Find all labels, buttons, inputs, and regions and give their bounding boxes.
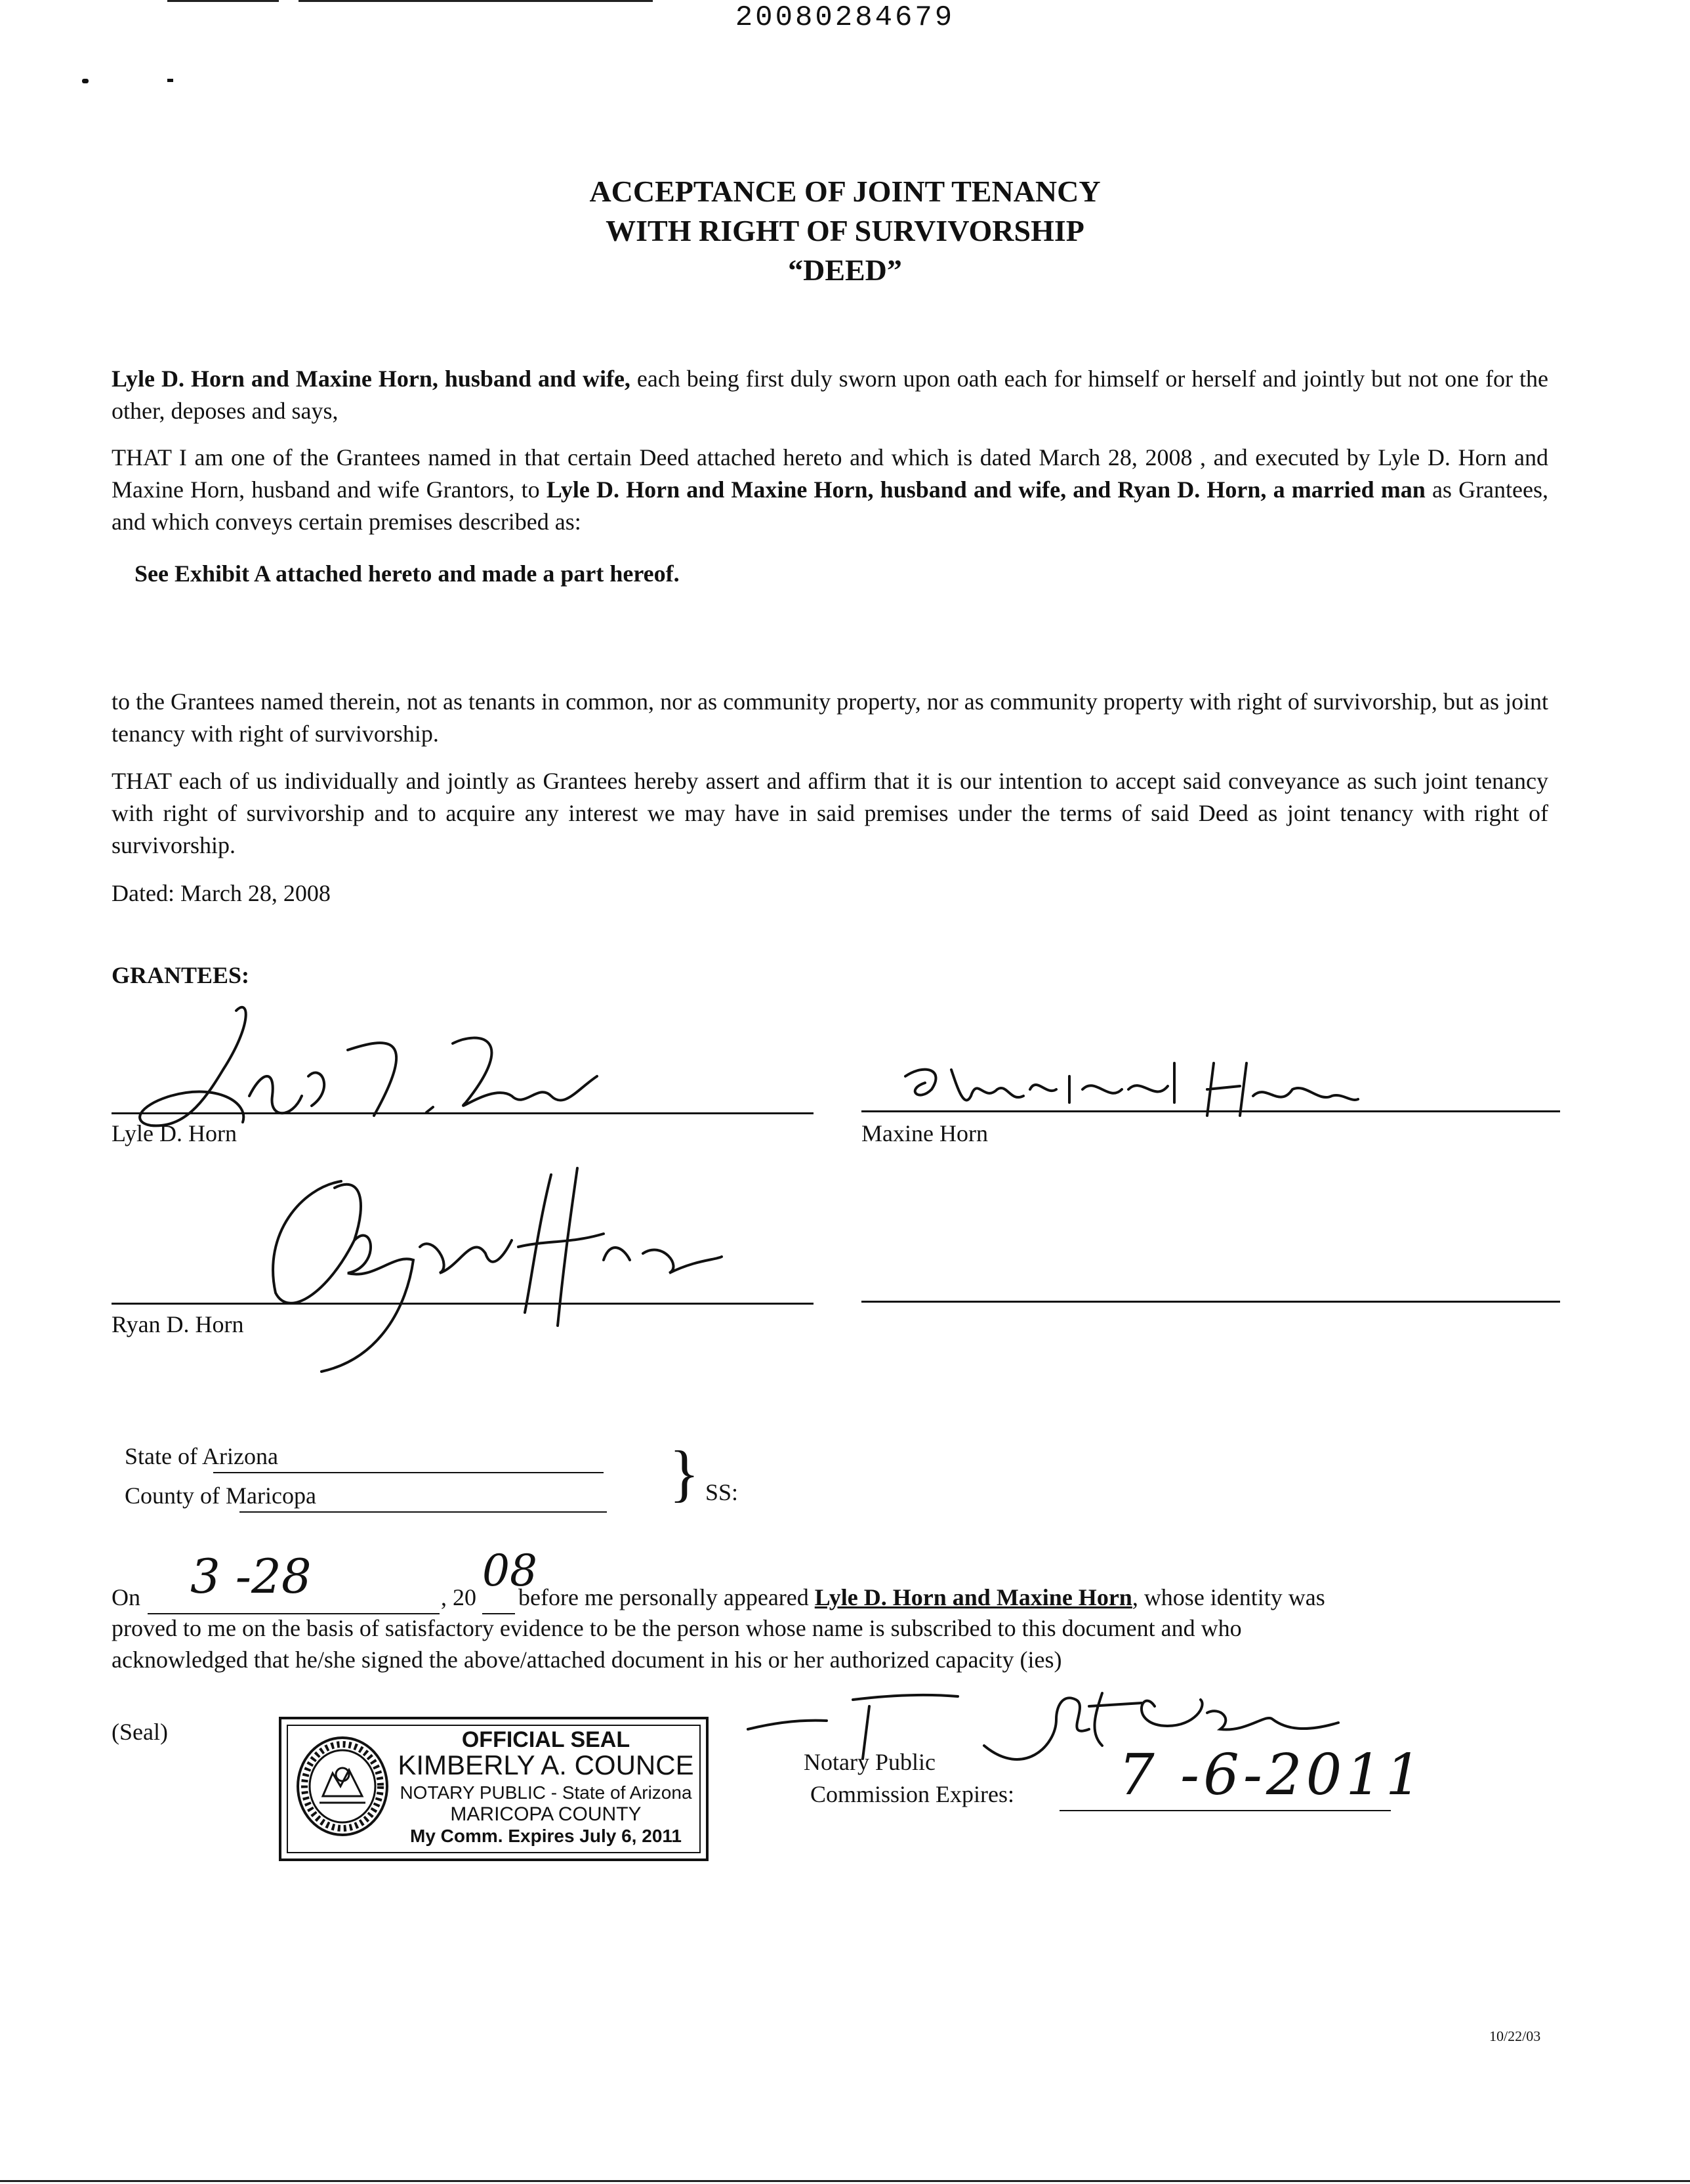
ss-label: SS: [705, 1479, 739, 1505]
document-number: 20080284679 [735, 1, 955, 34]
grantor-names: Lyle D. Horn and Maxine Horn, husband and wife, [112, 366, 630, 392]
stamp-line-4: MARICOPA COUNTY [450, 1803, 642, 1825]
stamp-line-5: My Comm. Expires July 6, 2011 [410, 1826, 682, 1846]
county-underline [239, 1511, 607, 1513]
notary-public-label: Notary Public [804, 1749, 936, 1775]
century-prefix: , 20 [441, 1584, 476, 1610]
scan-dot [82, 79, 89, 83]
that-paragraph-1 [112, 442, 1548, 538]
maxine-name-label: Maxine Horn [861, 1120, 988, 1146]
document-title [0, 172, 1690, 290]
ryan-name-label: Ryan D. Horn [112, 1311, 244, 1337]
stamp-line-2: KIMBERLY A. COUNCE [398, 1750, 694, 1780]
state-label: State of [125, 1443, 202, 1469]
that-paragraph-2: THAT each of us individually and jointly as Grantees hereby assert and affirm that it is our intention to accept said conveyance as such joint tenancy with right of survivorship and to acquire any interest we may have in said premises under the terms of said Deed as joint tenancy with right of survivorship. [112, 768, 1548, 858]
scan-edge-bottom [0, 2180, 1690, 2182]
dated-line: Dated: March 28, 2008 [112, 880, 331, 906]
that1-text-b: as Grantees, and which conveys certain premises described as: [112, 476, 1549, 535]
state-underline [213, 1472, 604, 1473]
county-label: County of [125, 1482, 226, 1509]
on-label: On [112, 1584, 140, 1610]
ss-brace: } [669, 1438, 700, 1508]
intro-paragraph [112, 363, 1548, 427]
state-value: Arizona [201, 1443, 278, 1469]
handwritten-year: 08 [482, 1545, 537, 1596]
ack-line-1 [518, 1584, 1325, 1611]
form-date: 10/22/03 [1489, 2028, 1541, 2044]
blank-signature-line [861, 1301, 1560, 1303]
before-text: before me personally appeared [518, 1584, 815, 1610]
scan-mark-top [167, 0, 279, 2]
stamp-line-3: NOTARY PUBLIC - State of Arizona [400, 1782, 692, 1803]
title-line-3: “DEED” [788, 253, 902, 287]
grantees-heading: GRANTEES: [112, 962, 250, 988]
appeared-names: Lyle D. Horn and Maxine Horn [814, 1584, 1132, 1610]
ryan-signature [262, 1162, 722, 1378]
seal-label: (Seal) [112, 1719, 168, 1745]
ack-line-3: acknowledged that he/she signed the above/attached document in his or her authorized capacity (ies) [112, 1647, 1062, 1673]
handwritten-commission-date: 7 -6-2011 [1119, 1742, 1426, 1808]
maxine-signature [899, 1050, 1358, 1142]
intro-text: each being first duly sworn upon oath each for himself or herself and jointly but not one for the other, deposes and says, [112, 366, 1548, 424]
lyle-name-label: Lyle D. Horn [112, 1120, 237, 1146]
title-line-2: WITH RIGHT OF SURVIVORSHIP [606, 214, 1084, 247]
commission-label: Commission Expires: [810, 1781, 1015, 1807]
exhibit-reference: See Exhibit A attached hereto and made a part hereof. [134, 560, 680, 587]
state-line [125, 1442, 278, 1470]
ack-after: , whose identity was [1132, 1584, 1325, 1610]
county-value: Maricopa [226, 1482, 316, 1509]
scan-mark-top-2 [299, 0, 653, 2]
title-line-1: ACCEPTANCE OF JOINT TENANCY [589, 175, 1101, 208]
state-seal-emblem [293, 1734, 392, 1839]
county-line [125, 1482, 316, 1509]
handwritten-date: 3 -28 [190, 1549, 312, 1604]
commission-underline [1060, 1810, 1391, 1811]
ack-line-2: proved to me on the basis of satisfactory evidence to be the person whose name is subscribed to this document and who [112, 1615, 1242, 1641]
lyle-signature [112, 998, 610, 1142]
official-seal-stamp [279, 1717, 709, 1861]
that1-text-a: THAT I am one of the Grantees named in that certain Deed attached hereto and which is dated March 28, 2008 , and executed by Lyle D. Horn and Maxine Horn, husband and wife Grantors, to [112, 444, 1548, 503]
scan-dot [167, 79, 173, 82]
stamp-line-1: OFFICIAL SEAL [461, 1727, 630, 1752]
grantee-names: Lyle D. Horn and Maxine Horn, husband and wife, and Ryan D. Horn, a married man [546, 476, 1426, 503]
tenancy-paragraph: to the Grantees named therein, not as tenants in common, nor as community property, nor as community property with right of survivorship, but as joint tenancy with right of survivorship. [112, 688, 1548, 747]
